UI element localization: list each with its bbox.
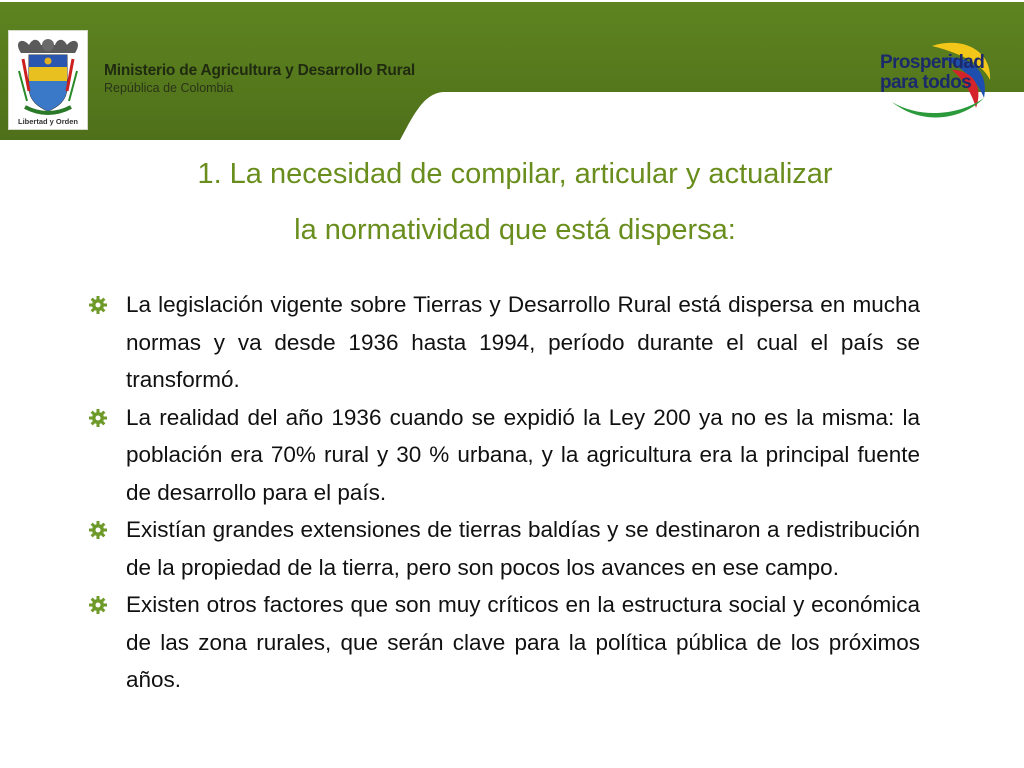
title-line2: la normatividad que está dispersa:	[294, 214, 736, 246]
ministry-title	[104, 62, 415, 95]
bullet-list	[88, 286, 920, 699]
gear-bullet-icon	[88, 408, 108, 428]
ministry-name: Ministerio de Agricultura y Desarrollo Rural	[104, 62, 416, 79]
gear-bullet-icon	[88, 520, 108, 540]
bullet-text: Existen otros factores que son muy críticos en la estructura social y económica de las zona rurales, que serán clave para la política pública de los próximos años.	[126, 592, 920, 692]
bullet-text: La legislación vigente sobre Tierras y Desarrollo Rural está dispersa en mucha normas y va desde 1936 hasta 1994, período durante el cual el país se transformó.	[126, 292, 920, 392]
gear-bullet-icon	[88, 295, 108, 315]
slogan-line2: para todos	[880, 72, 972, 93]
header-banner	[0, 0, 1024, 140]
list-item	[88, 586, 920, 699]
list-item	[88, 399, 920, 512]
republic-label: República de Colombia	[104, 81, 234, 95]
bullet-text: La realidad del año 1936 cuando se expidió la Ley 200 ya no es la misma: la población era 70% rural y 30 % urbana, y la agricultura era la principal fuente de desarrollo para el país.	[126, 404, 920, 505]
title-line1: 1. La necesidad de compilar, articular y actualizar	[197, 158, 833, 190]
svg-text:Libertad y Orden: Libertad y Orden	[17, 117, 79, 126]
list-item	[88, 511, 920, 586]
bullet-text: Existían grandes extensiones de tierras baldías y se destinaron a redistribución de la propiedad de la tierra, pero son pocos los avances en ese campo.	[126, 517, 920, 580]
coat-of-arms-icon	[8, 30, 88, 130]
prosperidad-logo-icon	[872, 40, 1002, 120]
list-item	[88, 286, 920, 399]
slogan-line1: Prosperidad	[880, 52, 985, 73]
gear-bullet-icon	[88, 595, 108, 615]
slide-title	[90, 146, 940, 258]
